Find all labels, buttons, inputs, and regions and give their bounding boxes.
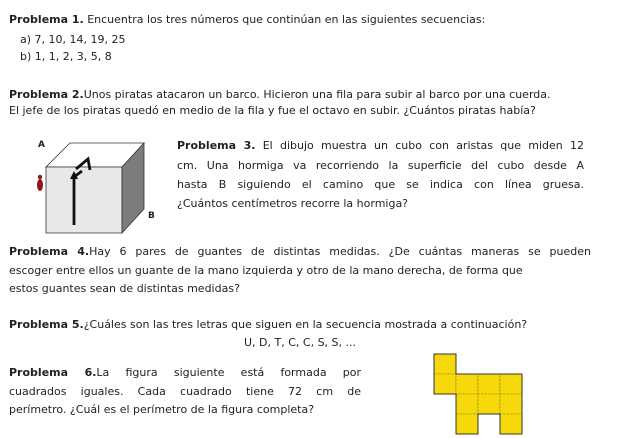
problem-1-statement [9, 13, 485, 27]
problem-1-sequence-b: b) 1, 1, 2, 3, 5, 8 [20, 50, 112, 63]
problem-6-line-3: perímetro. ¿Cuál es el perímetro de la figura completa? [9, 403, 315, 416]
ant-icon [37, 179, 43, 191]
problem-2-title: Problema 2. [9, 88, 84, 101]
squares-figure [432, 352, 528, 436]
square [500, 394, 522, 414]
square [456, 374, 478, 394]
problem-1-sequence-a: a) 7, 10, 14, 19, 25 [20, 33, 126, 46]
cube-figure [30, 137, 160, 237]
problem-5-sequence: U, D, T, C, C, S, S, ... [244, 336, 357, 349]
problem-3-title: Problema 3. [177, 139, 256, 152]
problem-6-line-2: cuadrados iguales. Cada cuadrado tiene 72 cm de [9, 385, 361, 398]
square [456, 394, 478, 414]
problem-5-title: Problema 5. [9, 318, 84, 331]
problem-4-title: Problema 4. [9, 245, 90, 258]
square [478, 374, 500, 394]
problem-3-line-3: hasta B siguiendo el camino que se indica con línea gruesa. [177, 178, 584, 191]
square [500, 374, 522, 394]
problem-3-line-1: Problema 3. El dibujo muestra un cubo con aristas que miden 12 [177, 139, 584, 152]
problem-1-title: Problema 1. [9, 13, 84, 26]
problem-6-line-1: Problema 6.La figura siguiente está formada por [9, 366, 362, 379]
square [456, 414, 478, 434]
cube-label-b: B [148, 211, 155, 221]
square [434, 374, 456, 394]
problem-1-text: Encuentra los tres números que continúan en las siguientes secuencias: [83, 13, 486, 26]
square [478, 394, 500, 414]
problem-4-line-2: escoger entre ellos un guante de la mano izquierda y otro de la mano derecha, de forma que [9, 264, 523, 277]
square [500, 414, 522, 434]
problem-3-line-4: ¿Cuántos centímetros recorre la hormiga? [177, 197, 409, 210]
problem-5-statement: Problema 5.¿Cuáles son las tres letras que siguen en la secuencia mostrada a continuación? [9, 318, 528, 331]
square [434, 354, 456, 374]
cube-front-face [46, 167, 122, 233]
problem-4-line-1: Problema 4.Hay 6 pares de guantes de distintas medidas. ¿De cuántas maneras se pueden [9, 245, 591, 258]
problem-3-line-2: cm. Una hormiga va recorriendo la superficie del cubo desde A [177, 159, 584, 172]
problem-2-line-1: Problema 2.Unos piratas atacaron un barco. Hicieron una fila para subir al barco por una cuerda. [9, 88, 551, 101]
problem-4-line-3: estos guantes sean de distintas medidas? [9, 282, 240, 295]
problem-6-title: Problema 6. [9, 366, 97, 379]
cube-label-a: A [38, 140, 45, 150]
problem-2-line-2: El jefe de los piratas quedó en medio de la fila y fue el octavo en subir. ¿Cuántos piratas había? [9, 104, 536, 117]
